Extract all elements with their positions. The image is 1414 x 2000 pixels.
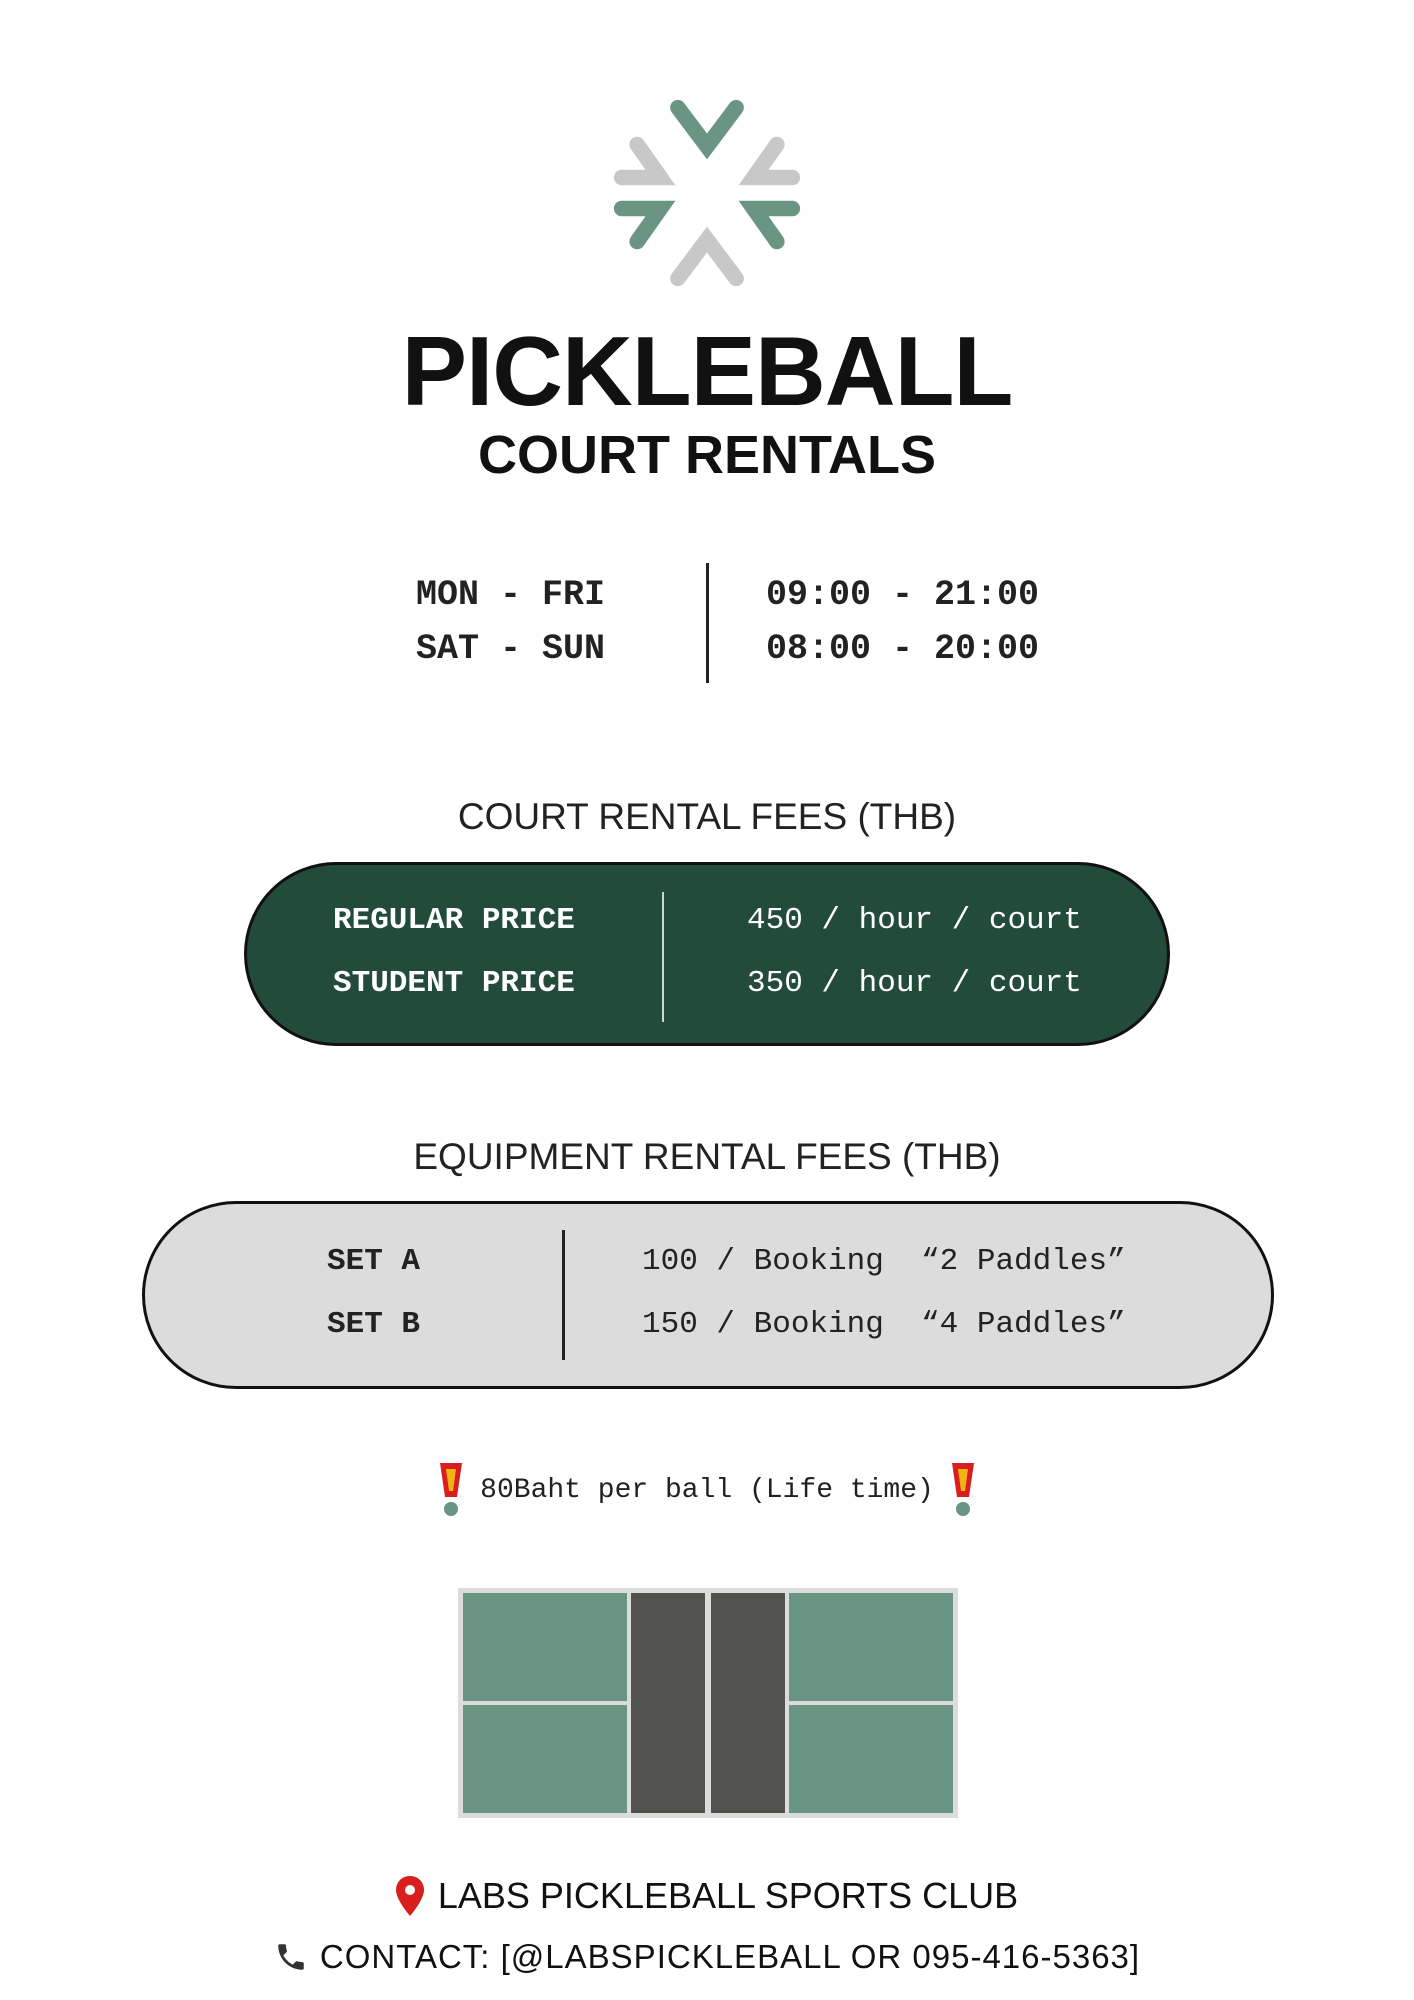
equipment-fees-values xyxy=(642,1230,1126,1356)
regular-price-label: REGULAR PRICE xyxy=(333,903,575,938)
map-pin-icon xyxy=(396,1876,424,1916)
set-b-label: SET B xyxy=(327,1307,421,1342)
kitchen-left xyxy=(631,1593,705,1813)
page-title: PICKLEBALL xyxy=(401,316,1013,426)
equipment-fees-labels xyxy=(327,1230,420,1356)
court-fees-labels xyxy=(333,889,575,1015)
exclamation-icon xyxy=(436,1461,466,1519)
logo-chevron-top xyxy=(678,108,736,147)
logo-chevron-upper-right xyxy=(754,145,793,178)
equipment-fees-divider xyxy=(562,1230,565,1360)
hours-time-weekend: 08:00 - 20:00 xyxy=(766,629,1040,669)
equipment-fees-panel xyxy=(142,1201,1274,1389)
set-b-value: 150 / Booking “4 Paddles” xyxy=(642,1307,1126,1342)
hours-time-weekday: 09:00 - 21:00 xyxy=(766,575,1040,615)
phone-icon xyxy=(274,1940,308,1974)
location-text: LABS PICKLEBALL SPORTS CLUB xyxy=(437,1875,1019,1916)
hours-days-weekday: MON - FRI xyxy=(416,575,606,615)
logo-chevron-right xyxy=(754,209,793,242)
hours-days xyxy=(416,568,605,676)
set-a-label: SET A xyxy=(327,1244,421,1279)
contact-text: CONTACT: [@LABSPICKLEBALL OR 095-416-5363] xyxy=(319,1938,1141,1975)
exclamation-icon xyxy=(948,1461,978,1519)
court-diagram xyxy=(458,1588,958,1818)
hours-days-weekend: SAT - SUN xyxy=(416,629,606,669)
student-price-value: 350 / hour / court xyxy=(747,966,1082,1001)
set-a-value: 100 / Booking “2 Paddles” xyxy=(642,1244,1126,1279)
logo-chevron-bottom xyxy=(678,240,736,279)
ball-note xyxy=(0,1460,1414,1520)
court-fees-divider xyxy=(662,892,664,1022)
court-fees-heading: COURT RENTAL FEES (THB) xyxy=(457,796,957,837)
hours-times xyxy=(766,568,1039,676)
location-line xyxy=(0,1874,1414,1918)
court-right-top xyxy=(789,1593,953,1701)
court-fees-values xyxy=(747,889,1082,1015)
court-left-top xyxy=(463,1593,627,1701)
page-subtitle: COURT RENTALS xyxy=(478,425,936,485)
kitchen-right xyxy=(711,1593,785,1813)
logo-chevron-left xyxy=(622,209,661,242)
court-right-bottom xyxy=(789,1705,953,1813)
pickleball-logo-icon xyxy=(610,96,804,290)
court-left-bottom xyxy=(463,1705,627,1813)
logo-chevron-upper-left xyxy=(622,145,661,178)
court-fees-panel xyxy=(244,862,1170,1046)
regular-price-value: 450 / hour / court xyxy=(747,903,1082,938)
hours-divider xyxy=(706,563,709,683)
student-price-label: STUDENT PRICE xyxy=(333,966,575,1001)
equipment-fees-heading: EQUIPMENT RENTAL FEES (THB) xyxy=(413,1136,1001,1177)
contact-line xyxy=(0,1936,1414,1978)
ball-note-text: 80Baht per ball (Life time) xyxy=(480,1474,934,1506)
